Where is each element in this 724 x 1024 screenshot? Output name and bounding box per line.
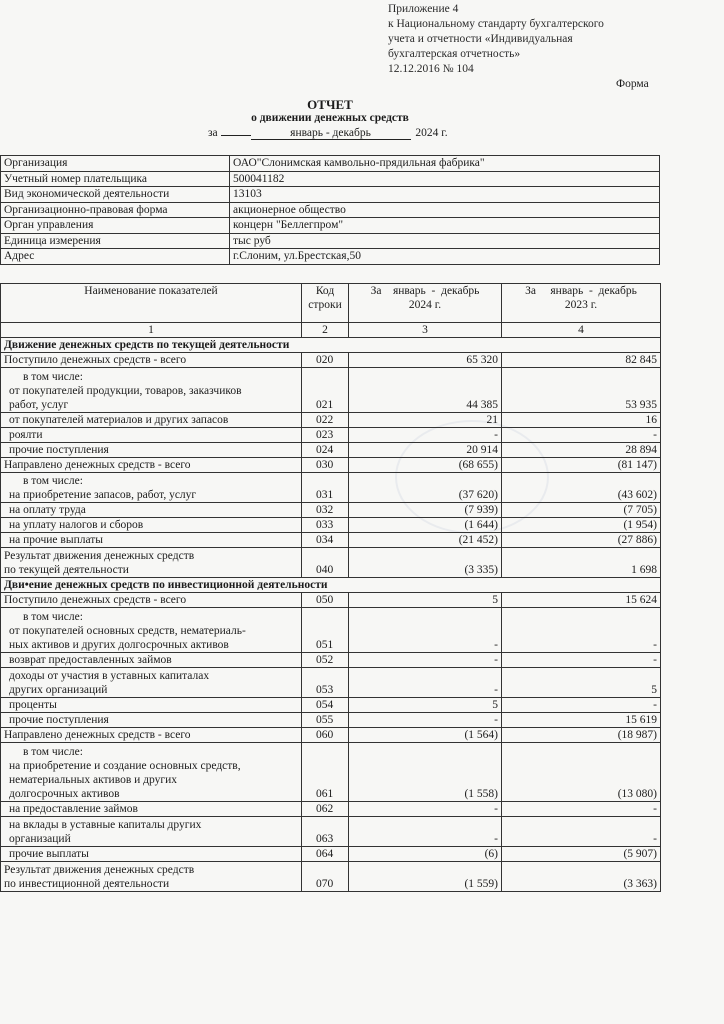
row-previous: (18 987)	[502, 728, 661, 743]
row-previous: (5 907)	[502, 847, 661, 862]
row-label: возврат предоставленных займов	[1, 653, 302, 668]
row-previous: 15 619	[502, 713, 661, 728]
row-code: 052	[302, 653, 349, 668]
appendix-line: к Национальному стандарту бухгалтерского	[388, 18, 604, 30]
info-value: ОАО"Слонимская камвольно-прядильная фабрика"	[230, 156, 660, 172]
table-row	[1, 548, 661, 578]
row-label: проценты	[1, 698, 302, 713]
table-row	[1, 698, 661, 713]
row-label: Направлено денежных средств - всего	[1, 458, 302, 473]
row-label-line1: от покупателей продукции, товаров, заказчиков	[9, 385, 242, 397]
row-label: Поступило денежных средств - всего	[1, 593, 302, 608]
appendix-line: 12.12.2016 № 104	[388, 63, 474, 75]
info-row	[1, 233, 660, 249]
row-code: 063	[302, 817, 349, 847]
row-current: -	[349, 713, 502, 728]
row-label: прочие поступления	[1, 713, 302, 728]
info-value: 500041182	[230, 171, 660, 187]
row-label: на оплату труда	[1, 503, 302, 518]
column-number: 2	[302, 323, 349, 338]
row-label: на предоставление займов	[1, 802, 302, 817]
info-row	[1, 218, 660, 234]
table-row	[1, 518, 661, 533]
row-current: -	[349, 802, 502, 817]
row-current: (3 335)	[349, 548, 502, 578]
table-row	[1, 503, 661, 518]
row-label	[1, 862, 302, 892]
table-row	[1, 847, 661, 862]
row-code: 055	[302, 713, 349, 728]
row-code: 062	[302, 802, 349, 817]
section-title: Движение денежных средств по текущей деятельности	[1, 338, 661, 353]
row-previous: (1 954)	[502, 518, 661, 533]
info-label: Организация	[1, 156, 230, 172]
table-header-row	[1, 284, 661, 323]
row-current: (37 620)	[349, 473, 502, 503]
report-title: ОТЧЕТ	[307, 97, 353, 112]
info-value: г.Слоним, ул.Брестская,50	[230, 249, 660, 265]
row-current: (6)	[349, 847, 502, 862]
row-label-line1: на приобретение запасов, работ, услуг	[9, 489, 197, 501]
row-code: 024	[302, 443, 349, 458]
row-label	[1, 668, 302, 698]
info-label: Адрес	[1, 249, 230, 265]
including-label: в том числе:	[23, 746, 83, 758]
including-label: в том числе:	[23, 371, 83, 383]
appendix-line: бухгалтерская отчетность»	[388, 48, 521, 60]
info-row	[1, 187, 660, 203]
row-label-line2: ных активов и других долгосрочных активов	[9, 639, 229, 651]
info-label: Учетный номер плательщика	[1, 171, 230, 187]
row-label-line2: работ, услуг	[9, 399, 69, 411]
info-value: акционерное общество	[230, 202, 660, 218]
row-previous: (27 886)	[502, 533, 661, 548]
appendix-line: Приложение 4	[388, 3, 459, 15]
row-previous: (43 602)	[502, 473, 661, 503]
period-year: 2024 г.	[415, 127, 448, 139]
header-previous-line2: 2023 г.	[564, 299, 598, 311]
row-previous: 28 894	[502, 443, 661, 458]
header-previous-period	[502, 284, 661, 323]
row-label-line2: по инвестиционной деятельности	[4, 878, 170, 890]
row-current: -	[349, 668, 502, 698]
row-current: -	[349, 817, 502, 847]
row-current: (7 939)	[349, 503, 502, 518]
organization-info-table	[0, 155, 660, 265]
row-code: 034	[302, 533, 349, 548]
section-row-operating	[1, 338, 661, 353]
info-label: Организационно-правовая форма	[1, 202, 230, 218]
section-row-investing	[1, 578, 661, 593]
row-previous: 15 624	[502, 593, 661, 608]
row-label-line2: организаций	[9, 833, 71, 845]
row-label	[1, 743, 302, 802]
header-code-line1: Код	[315, 285, 335, 297]
including-label: в том числе:	[23, 475, 83, 487]
row-current: 44 385	[349, 368, 502, 413]
row-label-line1: от покупателей основных средств, нематериаль-	[9, 625, 246, 637]
row-previous: (13 080)	[502, 743, 661, 802]
report-subtitle: о движении денежных средств	[251, 112, 409, 124]
table-row	[1, 428, 661, 443]
row-previous: -	[502, 698, 661, 713]
row-previous: 53 935	[502, 368, 661, 413]
row-code: 070	[302, 862, 349, 892]
row-code: 040	[302, 548, 349, 578]
table-row	[1, 862, 661, 892]
row-label	[1, 817, 302, 847]
table-row	[1, 743, 661, 802]
row-code: 060	[302, 728, 349, 743]
table-row	[1, 413, 661, 428]
row-label: прочие выплаты	[1, 847, 302, 862]
row-label-line2: других организаций	[9, 684, 108, 696]
info-value: концерн "Беллегпром"	[230, 218, 660, 234]
info-row	[1, 202, 660, 218]
row-previous: -	[502, 608, 661, 653]
row-current: (1 558)	[349, 743, 502, 802]
row-code: 032	[302, 503, 349, 518]
table-row	[1, 817, 661, 847]
header-previous-line1: За январь - декабрь	[525, 285, 637, 297]
form-label: Форма	[616, 78, 649, 90]
row-label-line2: нематериальных активов и других	[9, 774, 177, 786]
row-current: 65 320	[349, 353, 502, 368]
row-previous: (3 363)	[502, 862, 661, 892]
column-number-row	[1, 323, 661, 338]
info-label: Вид экономической деятельности	[1, 187, 230, 203]
row-code: 051	[302, 608, 349, 653]
row-current: -	[349, 653, 502, 668]
row-label	[1, 368, 302, 413]
column-number: 4	[502, 323, 661, 338]
table-row	[1, 728, 661, 743]
row-code: 033	[302, 518, 349, 533]
row-previous: (81 147)	[502, 458, 661, 473]
row-label-line2: по текущей деятельности	[4, 564, 129, 576]
row-current: (1 559)	[349, 862, 502, 892]
section-title: Дви•ение денежных средств по инвестиционной деятельности	[1, 578, 661, 593]
info-value: тыс руб	[230, 233, 660, 249]
row-code: 064	[302, 847, 349, 862]
cash-flow-table	[0, 283, 661, 892]
row-current: 5	[349, 698, 502, 713]
info-row	[1, 156, 660, 172]
period-blank	[221, 135, 251, 136]
row-previous: 16	[502, 413, 661, 428]
row-label-line1: на приобретение и создание основных средств,	[9, 760, 241, 772]
header-current-line2: 2024 г.	[408, 299, 442, 311]
row-current: (68 655)	[349, 458, 502, 473]
header-name: Наименование показателей	[1, 284, 302, 323]
row-label	[1, 473, 302, 503]
row-label-line3: долгосрочных активов	[9, 788, 120, 800]
row-previous: -	[502, 428, 661, 443]
row-code: 050	[302, 593, 349, 608]
table-row	[1, 353, 661, 368]
period-prefix: за	[208, 127, 218, 139]
row-code: 022	[302, 413, 349, 428]
row-label	[1, 608, 302, 653]
including-label: в том числе:	[23, 611, 83, 623]
row-label-line1: Результат движения денежных средств	[4, 550, 195, 562]
row-code: 061	[302, 743, 349, 802]
row-code: 053	[302, 668, 349, 698]
table-row	[1, 473, 661, 503]
row-label: роялти	[1, 428, 302, 443]
row-current: (1 564)	[349, 728, 502, 743]
row-label: от покупателей материалов и других запасов	[1, 413, 302, 428]
table-row	[1, 608, 661, 653]
appendix-line: учета и отчетности «Индивидуальная	[388, 33, 573, 45]
header-current-period	[349, 284, 502, 323]
header-current-line1: За январь - декабрь	[370, 285, 480, 297]
row-code: 021	[302, 368, 349, 413]
table-row	[1, 443, 661, 458]
row-label-line1: доходы от участия в уставных капиталах	[9, 670, 210, 682]
row-previous: 5	[502, 668, 661, 698]
table-row	[1, 668, 661, 698]
info-row	[1, 249, 660, 265]
table-row	[1, 533, 661, 548]
row-previous: -	[502, 802, 661, 817]
table-row	[1, 368, 661, 413]
row-label	[1, 548, 302, 578]
info-value: 13103	[230, 187, 660, 203]
info-label: Орган управления	[1, 218, 230, 234]
row-code: 054	[302, 698, 349, 713]
row-code: 023	[302, 428, 349, 443]
row-code: 031	[302, 473, 349, 503]
table-row	[1, 593, 661, 608]
column-number: 3	[349, 323, 502, 338]
row-label-line1: на вклады в уставные капиталы других	[9, 819, 202, 831]
column-number: 1	[1, 323, 302, 338]
report-period	[208, 127, 448, 140]
row-current: -	[349, 608, 502, 653]
row-current: 20 914	[349, 443, 502, 458]
table-row	[1, 458, 661, 473]
row-code: 020	[302, 353, 349, 368]
row-label: на прочие выплаты	[1, 533, 302, 548]
row-previous: 1 698	[502, 548, 661, 578]
table-row	[1, 653, 661, 668]
table-row	[1, 802, 661, 817]
row-previous: 82 845	[502, 353, 661, 368]
info-label: Единица измерения	[1, 233, 230, 249]
row-current: (1 644)	[349, 518, 502, 533]
row-code: 030	[302, 458, 349, 473]
row-label: Поступило денежных средств - всего	[1, 353, 302, 368]
row-label: Направлено денежных средств - всего	[1, 728, 302, 743]
appendix-note	[388, 2, 604, 77]
row-label-line1: Результат движения денежных средств	[4, 864, 195, 876]
row-current: 5	[349, 593, 502, 608]
period-value: январь - декабрь	[251, 127, 411, 140]
row-previous: (7 705)	[502, 503, 661, 518]
header-code	[302, 284, 349, 323]
table-row	[1, 713, 661, 728]
row-previous: -	[502, 817, 661, 847]
row-current: (21 452)	[349, 533, 502, 548]
row-current: 21	[349, 413, 502, 428]
row-label: на уплату налогов и сборов	[1, 518, 302, 533]
row-label: прочие поступления	[1, 443, 302, 458]
row-previous: -	[502, 653, 661, 668]
info-row	[1, 171, 660, 187]
header-code-line2: строки	[308, 299, 342, 311]
row-current: -	[349, 428, 502, 443]
